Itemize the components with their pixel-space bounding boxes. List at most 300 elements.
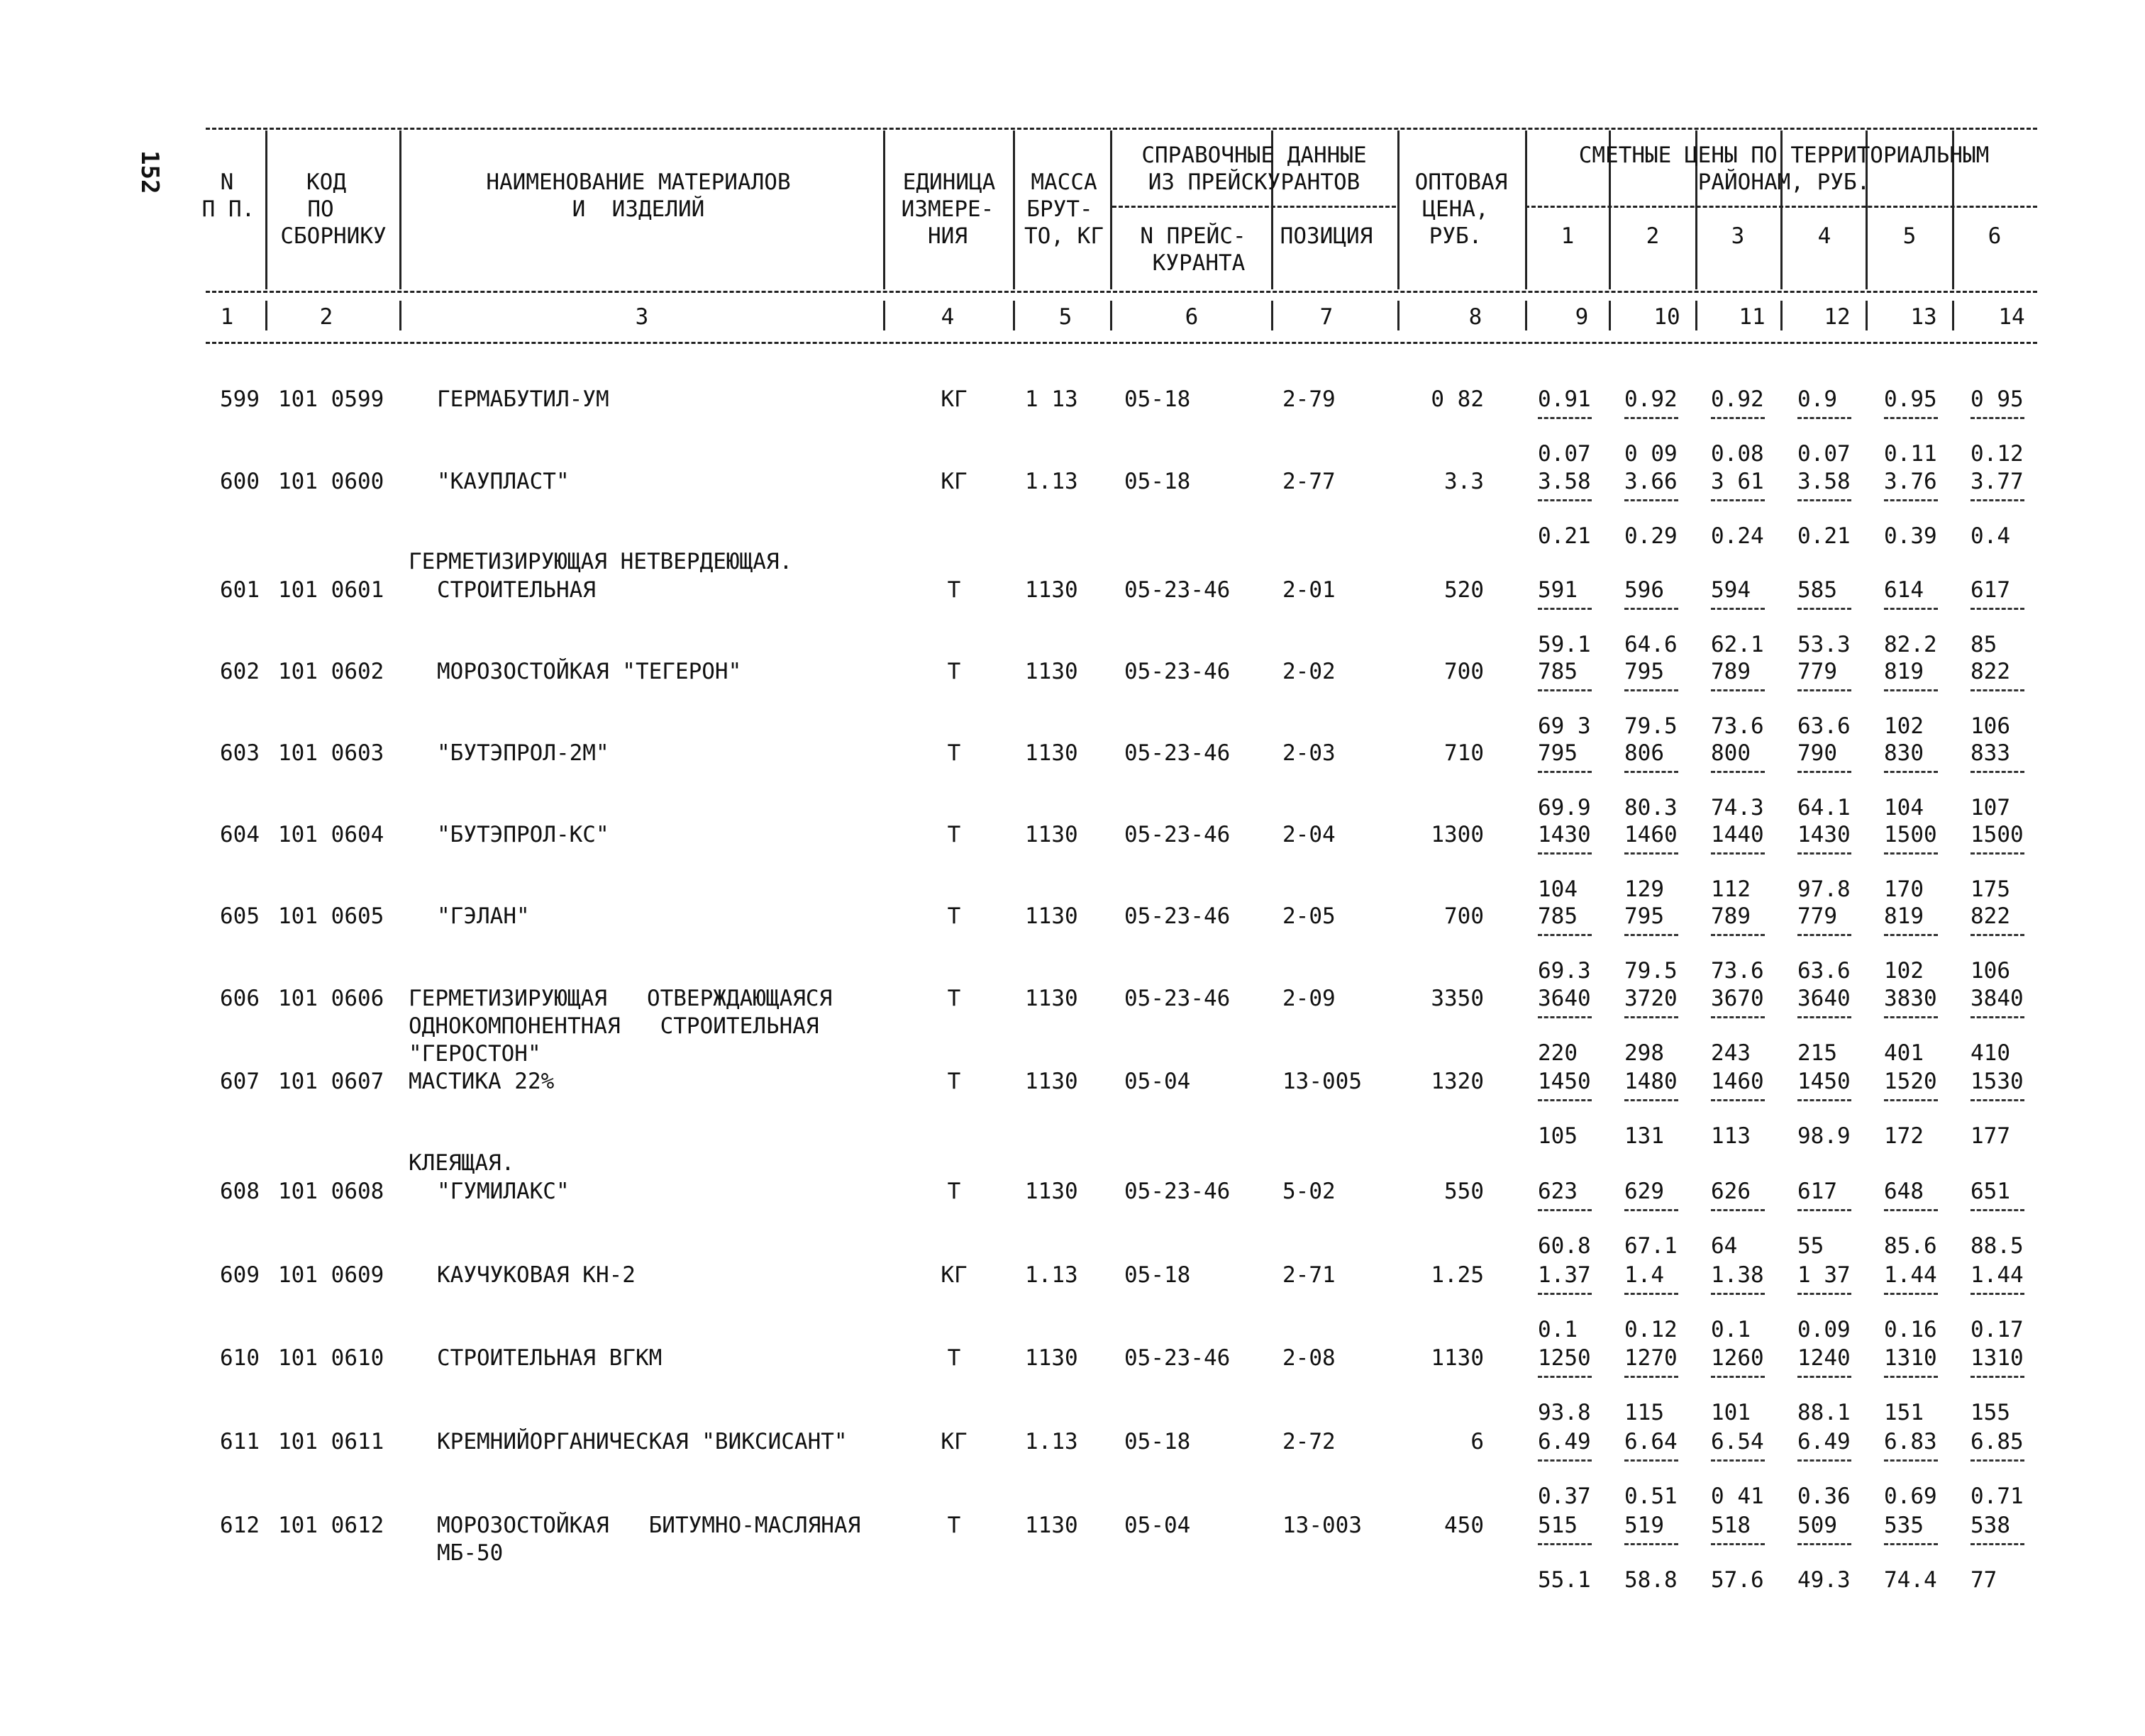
region-price-1: 3640 [1538, 986, 1591, 1011]
item-unit: Т [947, 822, 961, 847]
separator-dash [1711, 1099, 1765, 1101]
item-unit: Т [947, 1513, 961, 1538]
item-name: МАСТИКА 22% [409, 1069, 555, 1094]
region-transport-cost-5: 151 [1884, 1400, 1924, 1425]
separator-dash [1538, 1376, 1592, 1378]
item-price-list: 05-23-46 [1124, 1179, 1231, 1204]
item-number: 605 [220, 903, 260, 929]
header-region-2: 2 [1646, 223, 1660, 249]
separator-dash [1538, 771, 1592, 773]
region-price-6: 538 [1971, 1513, 2010, 1538]
item-mass: 1130 [1025, 1345, 1078, 1371]
item-number: 612 [220, 1513, 260, 1538]
region-price-6: 3.77 [1971, 469, 2024, 494]
region-price-5: 830 [1884, 740, 1924, 766]
region-transport-cost-4: 63.6 [1797, 713, 1851, 739]
region-transport-cost-5: 85.6 [1884, 1233, 1937, 1259]
region-transport-cost-5: 0.16 [1884, 1317, 1937, 1342]
item-number: 607 [220, 1069, 260, 1094]
item-position: 13-003 [1282, 1513, 1362, 1538]
region-price-3: 1.38 [1711, 1262, 1764, 1288]
region-price-1: 623 [1538, 1179, 1578, 1204]
header-col1: П П. [201, 196, 255, 222]
region-transport-cost-6: 0.17 [1971, 1317, 2024, 1342]
item-code: 101 0606 [278, 986, 384, 1011]
region-price-1: 785 [1538, 903, 1578, 929]
separator-dash [1797, 1293, 1851, 1295]
region-transport-cost-2: 298 [1624, 1040, 1664, 1066]
separator-dash [1624, 852, 1678, 855]
separator-dash [1711, 1543, 1765, 1545]
separator-dash [1971, 1209, 2024, 1211]
item-wholesale-price: 710 [1444, 740, 1484, 766]
separator-dash [1711, 771, 1765, 773]
region-transport-cost-3: 0.08 [1711, 441, 1764, 467]
item-position: 2-01 [1282, 577, 1336, 603]
region-transport-cost-4: 0.21 [1797, 523, 1851, 549]
header-col5: МАССА [1031, 169, 1097, 195]
item-price-list: 05-23-46 [1124, 903, 1231, 929]
header-col6: N ПРЕЙС- [1140, 223, 1246, 249]
separator-dash [1884, 1293, 1938, 1295]
item-unit: Т [947, 577, 961, 603]
separator-dash [1884, 608, 1938, 610]
separator-dash [1711, 1016, 1765, 1018]
separator-dash [1797, 1209, 1851, 1211]
item-price-list: 05-23-46 [1124, 1345, 1231, 1371]
region-transport-cost-6: 88.5 [1971, 1233, 2024, 1259]
region-transport-cost-1: 0.07 [1538, 441, 1591, 467]
region-price-1: 591 [1538, 577, 1578, 603]
item-wholesale-price: 520 [1444, 577, 1484, 603]
item-mass: 1130 [1025, 1513, 1078, 1538]
header-col1: N [220, 169, 234, 195]
region-price-6: 3840 [1971, 986, 2024, 1011]
region-price-4: 6.49 [1797, 1429, 1851, 1454]
item-name: МОРОЗОСТОЙКАЯ БИТУМНО-МАСЛЯНАЯ [437, 1513, 861, 1538]
region-transport-cost-4: 53.3 [1797, 632, 1851, 657]
separator-dash [1884, 1016, 1938, 1018]
separator-dash [1884, 417, 1938, 419]
separator-dash [1884, 1543, 1938, 1545]
region-transport-cost-6: 106 [1971, 713, 2010, 739]
column-divider [1780, 301, 1783, 330]
region-price-1: 3.58 [1538, 469, 1591, 494]
item-number: 611 [220, 1429, 260, 1454]
region-transport-cost-3: 0.1 [1711, 1317, 1751, 1342]
region-transport-cost-4: 88.1 [1797, 1400, 1851, 1425]
item-wholesale-price: 700 [1444, 659, 1484, 684]
region-transport-cost-6: 85 [1971, 632, 1997, 657]
region-price-2: 795 [1624, 659, 1664, 684]
separator-dash [1797, 771, 1851, 773]
separator-dash [1624, 1376, 1678, 1378]
column-divider [1525, 130, 1527, 289]
region-transport-cost-5: 172 [1884, 1123, 1924, 1149]
column-divider [265, 301, 267, 330]
item-name: "БУТЭПРОЛ-2М" [437, 740, 609, 766]
separator-dash [1971, 852, 2024, 855]
region-price-2: 795 [1624, 903, 1664, 929]
column-number-14: 14 [1998, 304, 2025, 330]
region-transport-cost-4: 0.07 [1797, 441, 1851, 467]
region-price-2: 1480 [1624, 1069, 1678, 1094]
item-unit: Т [947, 1069, 961, 1094]
item-mass: 1130 [1025, 1069, 1078, 1094]
item-name: ГЕРМАБУТИЛ-УМ [437, 386, 609, 412]
item-price-list: 05-18 [1124, 1429, 1191, 1454]
region-transport-cost-6: 177 [1971, 1123, 2010, 1149]
region-transport-cost-4: 63.6 [1797, 958, 1851, 984]
column-divider [1866, 301, 1868, 330]
region-price-1: 1.37 [1538, 1262, 1591, 1288]
region-price-3: 0.92 [1711, 386, 1764, 412]
column-divider [1695, 301, 1697, 330]
region-price-2: 3720 [1624, 986, 1678, 1011]
region-transport-cost-3: 57.6 [1711, 1567, 1764, 1593]
region-transport-cost-5: 74.4 [1884, 1567, 1937, 1593]
region-transport-cost-5: 0.69 [1884, 1484, 1937, 1509]
separator-dash [1711, 1293, 1765, 1295]
item-mass: 1130 [1025, 1179, 1078, 1204]
region-transport-cost-2: 79.5 [1624, 713, 1678, 739]
item-name: "ГУМИЛАКС" [437, 1179, 570, 1204]
separator-dash [1884, 934, 1938, 936]
region-transport-cost-3: 0.24 [1711, 523, 1764, 549]
item-unit: Т [947, 1345, 961, 1371]
region-transport-cost-4: 49.3 [1797, 1567, 1851, 1593]
separator-dash [1538, 608, 1592, 610]
column-divider [1952, 301, 1954, 330]
item-wholesale-price: 0 82 [1431, 386, 1484, 412]
separator-dash [1711, 689, 1765, 691]
item-code: 101 0599 [278, 386, 384, 412]
item-code: 101 0611 [278, 1429, 384, 1454]
region-transport-cost-1: 69.3 [1538, 958, 1591, 984]
item-unit: Т [947, 740, 961, 766]
region-transport-cost-1: 69 3 [1538, 713, 1591, 739]
header-region-5: 5 [1902, 223, 1917, 249]
item-code: 101 0603 [278, 740, 384, 766]
region-transport-cost-5: 401 [1884, 1040, 1924, 1066]
region-transport-cost-2: 0 09 [1624, 441, 1678, 467]
region-price-5: 1500 [1884, 822, 1937, 847]
region-price-4: 509 [1797, 1513, 1837, 1538]
column-number-1: 1 [220, 304, 234, 330]
region-price-6: 0 95 [1971, 386, 2024, 412]
region-price-5: 1310 [1884, 1345, 1937, 1371]
item-position: 2-02 [1282, 659, 1336, 684]
header-region-3: 3 [1731, 223, 1745, 249]
region-transport-cost-2: 67.1 [1624, 1233, 1678, 1259]
separator-dash [1884, 1209, 1938, 1211]
item-code: 101 0601 [278, 577, 384, 603]
region-price-5: 6.83 [1884, 1429, 1937, 1454]
region-price-3: 626 [1711, 1179, 1751, 1204]
region-price-5: 819 [1884, 903, 1924, 929]
item-number: 610 [220, 1345, 260, 1371]
region-price-3: 789 [1711, 659, 1751, 684]
region-price-2: 1460 [1624, 822, 1678, 847]
region-transport-cost-1: 104 [1538, 877, 1578, 902]
region-price-6: 617 [1971, 577, 2010, 603]
separator-dash [1971, 1016, 2024, 1018]
separator-dash [1971, 1376, 2024, 1378]
item-price-list: 05-23-46 [1124, 822, 1231, 847]
region-transport-cost-6: 175 [1971, 877, 2010, 902]
column-divider [883, 301, 885, 330]
separator-dash [1971, 1099, 2024, 1101]
region-transport-cost-1: 105 [1538, 1123, 1578, 1149]
item-code: 101 0604 [278, 822, 384, 847]
separator-dash [1884, 1376, 1938, 1378]
item-wholesale-price: 700 [1444, 903, 1484, 929]
separator-dash [1884, 1099, 1938, 1101]
region-price-1: 785 [1538, 659, 1578, 684]
region-transport-cost-5: 0.11 [1884, 441, 1937, 467]
item-wholesale-price: 1320 [1431, 1069, 1484, 1094]
header-col4: ИЗМЕРЕ- [901, 196, 994, 222]
region-transport-cost-3: 64 [1711, 1233, 1738, 1259]
column-divider [1609, 301, 1611, 330]
separator-dash [1971, 608, 2024, 610]
separator-dash [1884, 689, 1938, 691]
header-col8: ЦЕНА, [1422, 196, 1489, 222]
item-mass: 1.13 [1025, 1262, 1078, 1288]
column-number-10: 10 [1653, 304, 1680, 330]
separator-dash [1884, 1459, 1938, 1462]
region-price-2: 1.4 [1624, 1262, 1664, 1288]
region-price-2: 1270 [1624, 1345, 1678, 1371]
header-ref-group: ИЗ ПРЕЙСКУРАНТОВ [1148, 169, 1360, 195]
item-code: 101 0602 [278, 659, 384, 684]
separator-dash [1711, 499, 1765, 501]
header-col4: ЕДИНИЦА [902, 169, 996, 195]
separator-dash [1538, 1543, 1592, 1545]
item-wholesale-price: 450 [1444, 1513, 1484, 1538]
item-group-heading: КЛЕЯЩАЯ. [409, 1150, 515, 1176]
region-transport-cost-3: 113 [1711, 1123, 1751, 1149]
separator-dash [1971, 689, 2024, 691]
column-number-8: 8 [1468, 304, 1482, 330]
separator-dash [1797, 499, 1851, 501]
item-code: 101 0608 [278, 1179, 384, 1204]
ref-group-rule [1112, 206, 1396, 208]
region-transport-cost-3: 0 41 [1711, 1484, 1764, 1509]
header-col8: ОПТОВАЯ [1414, 169, 1508, 195]
item-name: "ГЭЛАН" [437, 903, 530, 929]
item-code: 101 0612 [278, 1513, 384, 1538]
separator-dash [1797, 852, 1851, 855]
region-transport-cost-6: 0.12 [1971, 441, 2024, 467]
item-position: 2-08 [1282, 1345, 1336, 1371]
separator-dash [1971, 771, 2024, 773]
region-price-4: 585 [1797, 577, 1837, 603]
separator-dash [1971, 417, 2024, 419]
region-price-5: 1.44 [1884, 1262, 1937, 1288]
header-region-4: 4 [1817, 223, 1831, 249]
column-number-9: 9 [1575, 304, 1589, 330]
region-transport-cost-6: 410 [1971, 1040, 2010, 1066]
region-price-1: 6.49 [1538, 1429, 1591, 1454]
column-divider [883, 130, 885, 289]
region-price-6: 1530 [1971, 1069, 2024, 1094]
item-mass: 1130 [1025, 903, 1078, 929]
region-price-4: 3640 [1797, 986, 1851, 1011]
column-number-5: 5 [1058, 304, 1072, 330]
item-unit: Т [947, 659, 961, 684]
item-price-list: 05-18 [1124, 386, 1191, 412]
region-transport-cost-3: 74.3 [1711, 795, 1764, 820]
item-number: 608 [220, 1179, 260, 1204]
item-wholesale-price: 1300 [1431, 822, 1484, 847]
region-price-6: 1500 [1971, 822, 2024, 847]
item-wholesale-price: 1.25 [1431, 1262, 1484, 1288]
region-price-6: 1310 [1971, 1345, 2024, 1371]
separator-dash [1971, 934, 2024, 936]
region-transport-cost-5: 82.2 [1884, 632, 1937, 657]
column-number-11: 11 [1739, 304, 1766, 330]
item-wholesale-price: 3.3 [1444, 469, 1484, 494]
item-group-heading: ГЕРМЕТИЗИРУЮЩАЯ НЕТВЕРДЕЮЩАЯ. [409, 549, 793, 574]
region-transport-cost-4: 0.09 [1797, 1317, 1851, 1342]
separator-dash [1971, 1293, 2024, 1295]
separator-dash [1797, 417, 1851, 419]
region-price-6: 6.85 [1971, 1429, 2024, 1454]
item-unit: Т [947, 903, 961, 929]
header-top-rule [206, 128, 2037, 130]
region-transport-cost-1: 60.8 [1538, 1233, 1591, 1259]
region-transport-cost-4: 64.1 [1797, 795, 1851, 820]
region-transport-cost-4: 98.9 [1797, 1123, 1851, 1149]
region-price-1: 515 [1538, 1513, 1578, 1538]
separator-dash [1538, 499, 1592, 501]
region-price-4: 1240 [1797, 1345, 1851, 1371]
region-transport-cost-2: 64.6 [1624, 632, 1678, 657]
region-transport-cost-1: 0.37 [1538, 1484, 1591, 1509]
separator-dash [1624, 1293, 1678, 1295]
separator-dash [1538, 852, 1592, 855]
header-col2: СБОРНИКУ [280, 223, 387, 249]
header-col8: РУБ. [1429, 223, 1482, 249]
region-price-2: 6.64 [1624, 1429, 1678, 1454]
item-name: КАУЧУКОВАЯ КН-2 [437, 1262, 636, 1288]
region-transport-cost-1: 0.1 [1538, 1317, 1578, 1342]
separator-dash [1538, 1459, 1592, 1462]
item-number: 606 [220, 986, 260, 1011]
separator-dash [1624, 608, 1678, 610]
item-mass: 1130 [1025, 986, 1078, 1011]
region-price-3: 518 [1711, 1513, 1751, 1538]
region-price-4: 779 [1797, 903, 1837, 929]
region-price-3: 3 61 [1711, 469, 1764, 494]
item-mass: 1130 [1025, 822, 1078, 847]
separator-dash [1624, 934, 1678, 936]
separator-dash [1711, 1376, 1765, 1378]
header-ref-group: СПРАВОЧНЫЕ ДАННЫЕ [1141, 143, 1367, 168]
header-region-6: 6 [1988, 223, 2002, 249]
header-col2: ПО [307, 196, 334, 222]
region-transport-cost-2: 115 [1624, 1400, 1664, 1425]
separator-dash [1538, 417, 1592, 419]
item-name: "БУТЭПРОЛ-КС" [437, 822, 609, 847]
item-code: 101 0609 [278, 1262, 384, 1288]
item-name: ГЕРМЕТИЗИРУЮЩАЯ ОТВЕРЖДАЮЩАЯСЯ [409, 986, 833, 1011]
item-name: СТРОИТЕЛЬНАЯ [437, 577, 596, 603]
item-number: 603 [220, 740, 260, 766]
region-price-5: 3830 [1884, 986, 1937, 1011]
region-transport-cost-5: 170 [1884, 877, 1924, 902]
item-wholesale-price: 550 [1444, 1179, 1484, 1204]
separator-dash [1971, 499, 2024, 501]
region-price-3: 1440 [1711, 822, 1764, 847]
item-name: "ГЕРОСТОН" [409, 1041, 541, 1067]
region-transport-cost-3: 62.1 [1711, 632, 1764, 657]
separator-dash [1624, 1099, 1678, 1101]
region-transport-cost-2: 79.5 [1624, 958, 1678, 984]
region-transport-cost-4: 97.8 [1797, 877, 1851, 902]
item-number: 600 [220, 469, 260, 494]
item-name: МБ-50 [437, 1540, 504, 1566]
separator-dash [1624, 1543, 1678, 1545]
item-price-list: 05-18 [1124, 469, 1191, 494]
region-transport-cost-3: 243 [1711, 1040, 1751, 1066]
separator-dash [1711, 852, 1765, 855]
region-transport-cost-2: 0.29 [1624, 523, 1678, 549]
page-number: 152 [135, 150, 164, 194]
region-price-5: 535 [1884, 1513, 1924, 1538]
region-transport-cost-5: 102 [1884, 713, 1924, 739]
item-position: 13-005 [1282, 1069, 1362, 1094]
separator-dash [1884, 499, 1938, 501]
separator-dash [1624, 771, 1678, 773]
item-wholesale-price: 3350 [1431, 986, 1484, 1011]
region-price-6: 651 [1971, 1179, 2010, 1204]
region-price-3: 1460 [1711, 1069, 1764, 1094]
column-divider [1271, 301, 1273, 330]
column-number-7: 7 [1319, 304, 1334, 330]
region-transport-cost-6: 107 [1971, 795, 2010, 820]
region-transport-cost-2: 131 [1624, 1123, 1664, 1149]
region-transport-cost-1: 220 [1538, 1040, 1578, 1066]
region-price-4: 1 37 [1797, 1262, 1851, 1288]
item-code: 101 0600 [278, 469, 384, 494]
item-position: 2-79 [1282, 386, 1336, 412]
separator-dash [1971, 1543, 2024, 1545]
header-region-group: РАЙОНАМ, РУБ. [1697, 169, 1870, 195]
header-col5: БРУТ- [1026, 196, 1093, 222]
item-unit: Т [947, 1179, 961, 1204]
region-price-4: 3.58 [1797, 469, 1851, 494]
region-price-4: 779 [1797, 659, 1837, 684]
region-transport-cost-6: 0.71 [1971, 1484, 2024, 1509]
item-unit: КГ [941, 1262, 968, 1288]
region-transport-cost-6: 77 [1971, 1567, 1997, 1593]
region-transport-cost-1: 69.9 [1538, 795, 1591, 820]
item-position: 2-05 [1282, 903, 1336, 929]
item-price-list: 05-23-46 [1124, 986, 1231, 1011]
region-transport-cost-5: 102 [1884, 958, 1924, 984]
region-transport-cost-3: 73.6 [1711, 713, 1764, 739]
separator-dash [1538, 689, 1592, 691]
column-divider [399, 301, 401, 330]
column-divider [1110, 301, 1112, 330]
separator-dash [1538, 1293, 1592, 1295]
region-price-1: 1250 [1538, 1345, 1591, 1371]
separator-dash [1538, 1016, 1592, 1018]
separator-dash [1624, 417, 1678, 419]
column-number-12: 12 [1824, 304, 1851, 330]
